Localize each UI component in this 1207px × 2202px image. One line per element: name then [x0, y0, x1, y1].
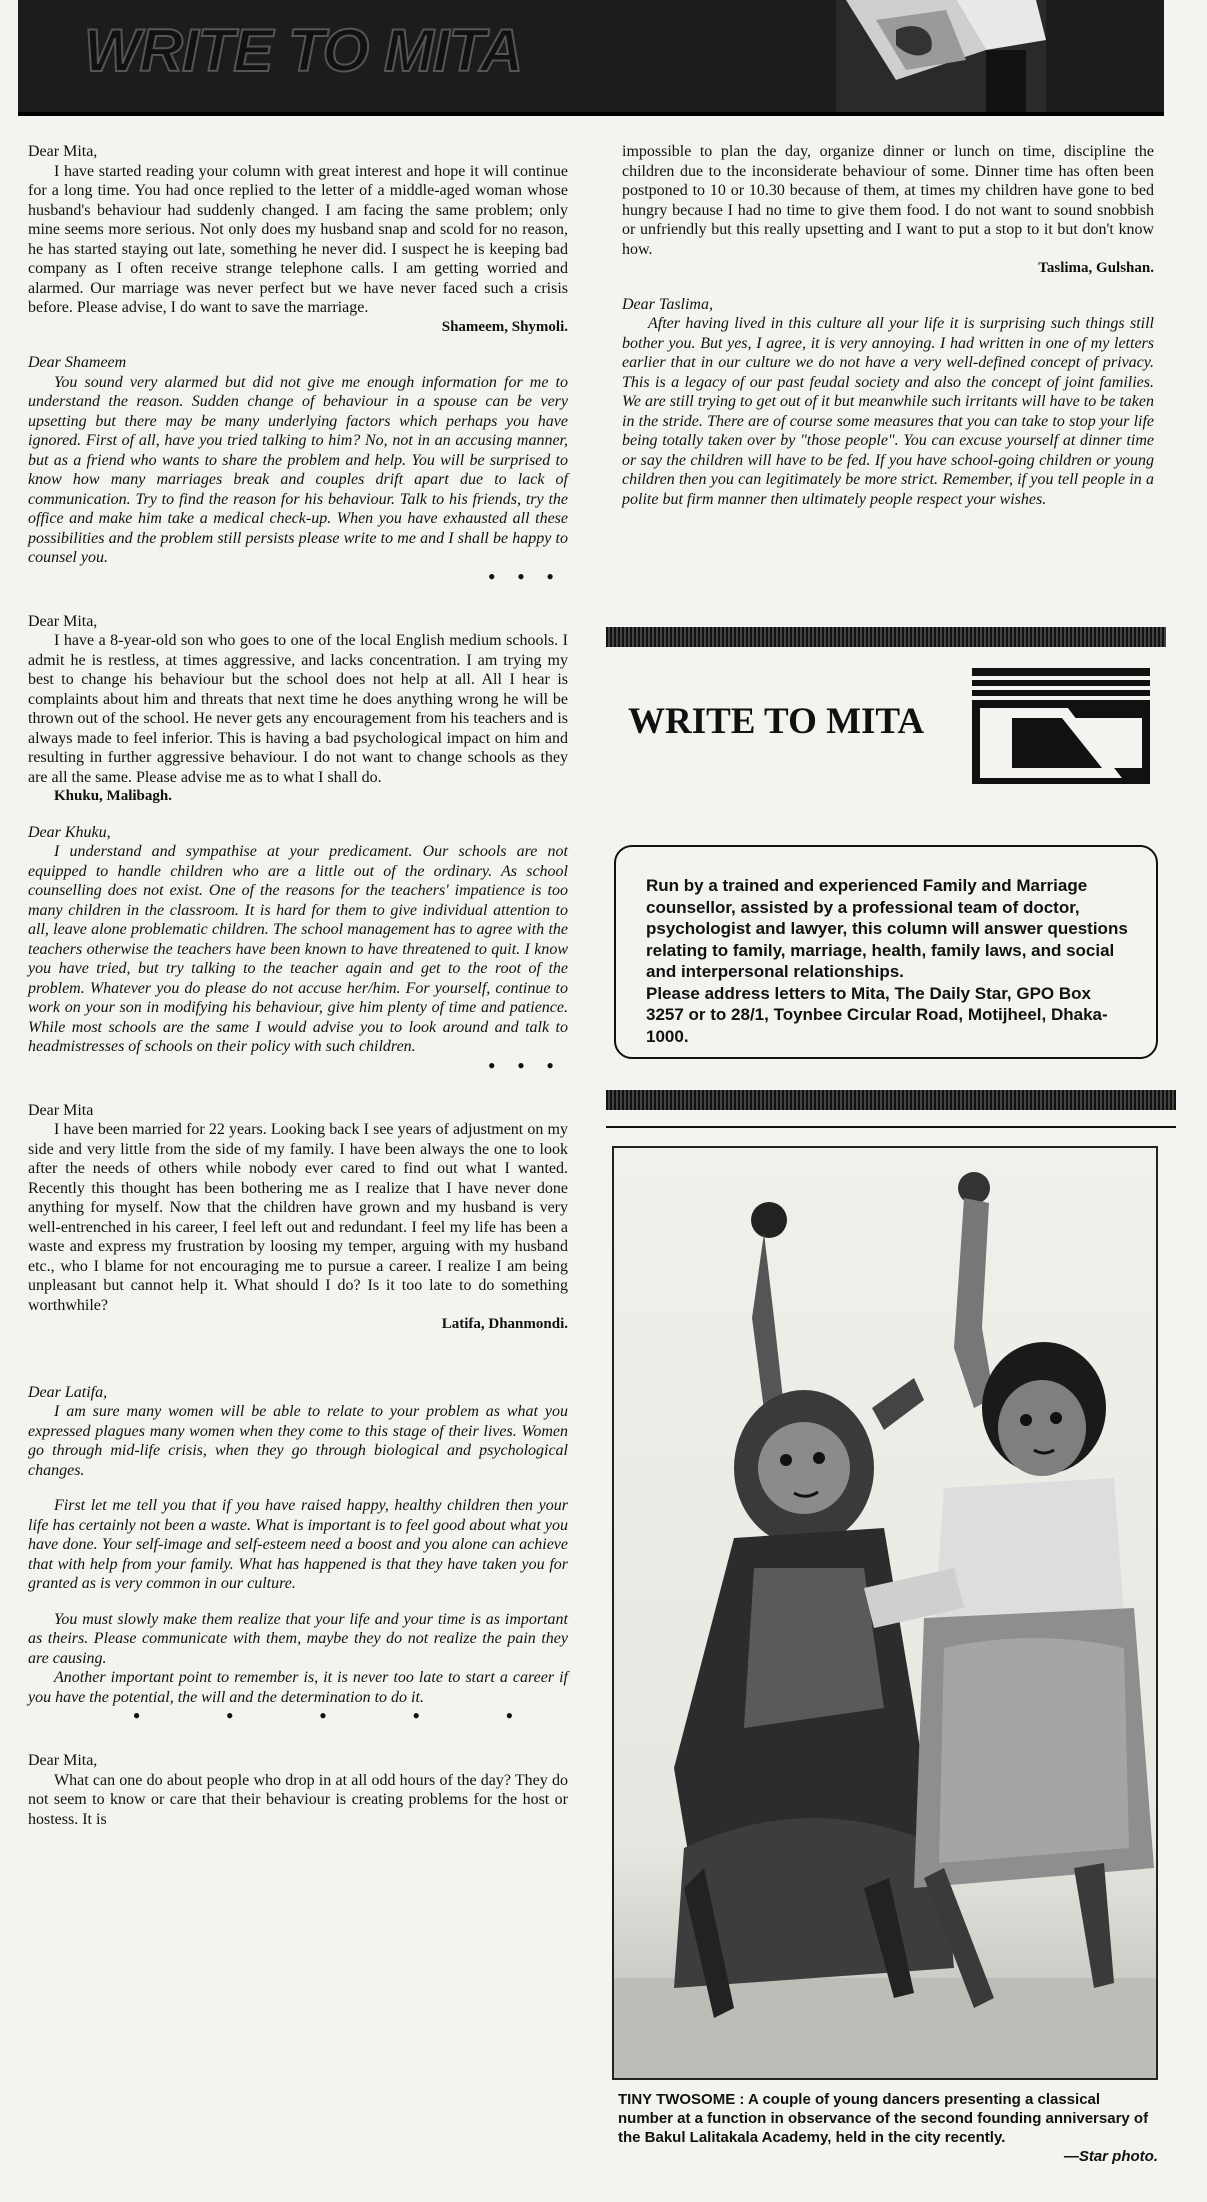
section-divider	[606, 1090, 1176, 1110]
reply-paragraph-2: First let me tell you that if you have raised happy, healthy children then your life has certainly not been a waste. What is important is to feel good about what you have done. Your self-image and self-esteem need a boost and you alone can achieve that with help from your family. What has happened is that they have taken you for granted as is very common in our culture.	[28, 1497, 568, 1592]
letter-body: I have been married for 22 years. Looking back I see years of adjustment on my side and very little from the side of my family. I have been always the one to look after the needs of others while nobody ever cared to find out what I wanted. Recently this thought has been bothering me as I realize that I have never done anything for myself. Now that the children have grown and my husband is very well-entrenched in his career, I feel left out and redundant. I feel my life has been a waste and express my frustration by loosing my temper, arguing with my husband etc., who I blame for not encouraging me to pursue a career. I realize I am being unpleasant but cannot help it. What should I do? Is it too late to do something worthwhile?	[28, 1121, 568, 1314]
info-description: Run by a trained and experienced Family and Marriage counsellor, assisted by a professional team of doctor, psychologist and lawyer, this column will answer questions relating to family, marriage, health, family laws, and social and interpersonal relationships.	[646, 876, 1128, 981]
letter-body: I have a 8-year-old son who goes to one of the local English medium schools. I admit he is restless, at times aggressive, and lacks concentration. I am trying my best to change his behaviour but the school does not help at all. All I hear is complaints about him and threats that next time he does anything wrong he will be thrown out of the school. He never gets any encouragement from his teachers and is always made to feel inferior. This is having a bad psychological impact on him and resulting in further aggressive behaviour. I do not want to change schools as they are all the same. Please advise me as to what I shall do.	[28, 632, 568, 786]
reply-shameem	[28, 353, 568, 568]
column-info-box	[614, 845, 1158, 1059]
reply-taslima	[622, 295, 1154, 510]
separator-dots: • • • • •	[132, 1703, 554, 1728]
banner-illustration	[836, 0, 1046, 112]
column-banner	[18, 0, 1164, 116]
letter-khuku	[28, 612, 568, 807]
letter-body: I have started reading your column with great interest and hope it will continue for a long time. You had once replied to the letter of a middle-aged woman whose husband's behaviour had suddenly changed. I am facing the same problem; only mine seems more serious. Not only does my husband snap and scold for no reason, he has started staying out late, something he never did. I suspect he is keeping bad company as I often receive strange telephone calls. I am getting worried and alarmed. Our marriage was never perfect but we have never faced such a crisis before. Please advise, I do want to save the marriage.	[28, 162, 568, 316]
letter-salutation: Dear Mita,	[28, 612, 98, 630]
letter-signoff: Shameem, Shymoli.	[441, 318, 568, 335]
reply-paragraph-4: Another important point to remember is, it is never too late to start a career if you have the potential, the will and the determination to do it.	[28, 1669, 568, 1706]
news-photo	[612, 1146, 1158, 2080]
reply-salutation: Dear Taslima,	[622, 295, 713, 313]
reply-body: After having lived in this culture all your life it is surprising such things still bother you. But yes, I agree, it is very annoying. I had written in one of my letters earlier that in our culture we do not have a very well-defined concept of privacy. This is a legacy of our past feudal society and also the concept of joint families. We are still trying to get out of it but meanwhile such irritants will have to be taken in the stride. There are of course some measures that you can take to stop your life being totally taken over by "those people". You can excuse yourself at dinner time or say the children will have to be fed. If you have school-going children or young children then you can legitimately be more strict. Remember, if you tell people in a polite but firm manner then ultimately people respect your wishes.	[622, 315, 1154, 508]
caption-text: TINY TWOSOME : A couple of young dancers presenting a classical number at a function in observance of the second founding anniversary of the Bakul Lalitakala Academy, held in the city recently.	[618, 2091, 1149, 2146]
letter-signoff: Taslima, Gulshan.	[1038, 260, 1154, 276]
reply-salutation: Dear Khuku,	[28, 823, 111, 841]
letter-salutation: Dear Mita	[28, 1101, 94, 1119]
column-logo	[972, 668, 1150, 784]
separator-dots: • • •	[487, 563, 562, 589]
reply-khuku	[28, 823, 568, 1057]
letter-signoff: Khuku, Malibagh.	[54, 788, 172, 804]
letter-body: impossible to plan the day, organize dinner or lunch on time, discipline the children due to the inconsiderate behaviour of some. Dinner time has often been postponed to 10 or 10.30 because of them, at times my children have gone to bed hungry because I had no time to give them food. I do not want to sound snobbish or unfriendly but this really upsetting and I want to put a stop to it but don't know how.	[622, 143, 1154, 258]
letter-signoff: Latifa, Dhanmondi.	[441, 1316, 568, 1332]
right-column	[622, 142, 1154, 509]
section-divider	[606, 627, 1166, 647]
banner-title: WRITE TO MITA	[84, 17, 523, 84]
letter-salutation: Dear Mita,	[28, 1752, 98, 1769]
thin-divider	[606, 1126, 1176, 1128]
letter-latifa	[28, 1101, 568, 1335]
reply-paragraph-1: I am sure many women will be able to relate to your problem as what you expressed plagues many women when they come to this stage of their lives. Women go through mid-life crisis, when they go through biological and psychological changes.	[28, 1403, 568, 1479]
left-column	[28, 142, 568, 1829]
reply-paragraph-3: You must slowly make them realize that your life and your time is as important as theirs. Please communicate with them, maybe they do not realize the pain they are causing.	[28, 1610, 568, 1667]
dancers-illustration	[614, 1148, 1156, 2078]
letter-taslima-continued	[622, 142, 1154, 279]
column-info-title: WRITE TO MITA	[628, 701, 925, 742]
letter-body: What can one do about people who drop in at all odd hours of the day? They do not seem to know or care that their behaviour is creating problems for the host or hostess. It is	[28, 1771, 568, 1828]
reply-salutation: Dear Latifa,	[28, 1383, 108, 1401]
reply-salutation: Dear Shameem	[28, 354, 127, 371]
letter-shameem	[28, 142, 568, 337]
letter-taslima	[28, 1751, 568, 1829]
reply-body: I understand and sympathise at your predicament. Our schools are not equipped to handle children who are a little out of the ordinary. As school counselling does not exist. One of the reasons for the teachers' impatience is too many children in the classroom. It is hard for them to give individual attention to all, leave alone problematic children. The school management has to agree with the teachers otherwise the teachers have been known to have threatened to quit. I know you have tried, but try talking to the teacher again and get to the root of the problem. Whatever you do please do not accuse her/him. For yourself, continue to work on your son in modifying his behaviour, give him plenty of time and patience. While most schools are the same I would advise you to look around and talk to headmistresses of schools on their policy with such children.	[28, 843, 568, 1055]
letter-salutation: Dear Mita,	[28, 143, 98, 160]
reply-latifa	[28, 1383, 568, 1708]
photo-caption	[618, 2090, 1158, 2166]
photo-credit: —Star photo.	[1063, 2148, 1158, 2165]
info-address: Please address letters to Mita, The Daily Star, GPO Box 3257 or to 28/1, Toynbee Circular Road, Motijheel, Dhaka-1000.	[646, 983, 1108, 1046]
separator-dots: • • •	[487, 1052, 562, 1078]
reply-body: You sound very alarmed but did not give me enough information for me to understand the reason. Sudden change of behaviour in a spouse can be very upsetting but there may be many underlying factors which perhaps you have ignored. First of all, have you tried talking to him? No, not in an accusing manner, but as a friend who wants to share the problem and help. You will be surprised to know how many marriages break and couples drift apart due to lack of communication. Try to find the reason for his behaviour. Talk to his friends, try the office and make him take a medical check-up. When you have exhausted all these possibilities and the problem still persists please write to me and I shall be happy to counsel you.	[28, 373, 568, 566]
